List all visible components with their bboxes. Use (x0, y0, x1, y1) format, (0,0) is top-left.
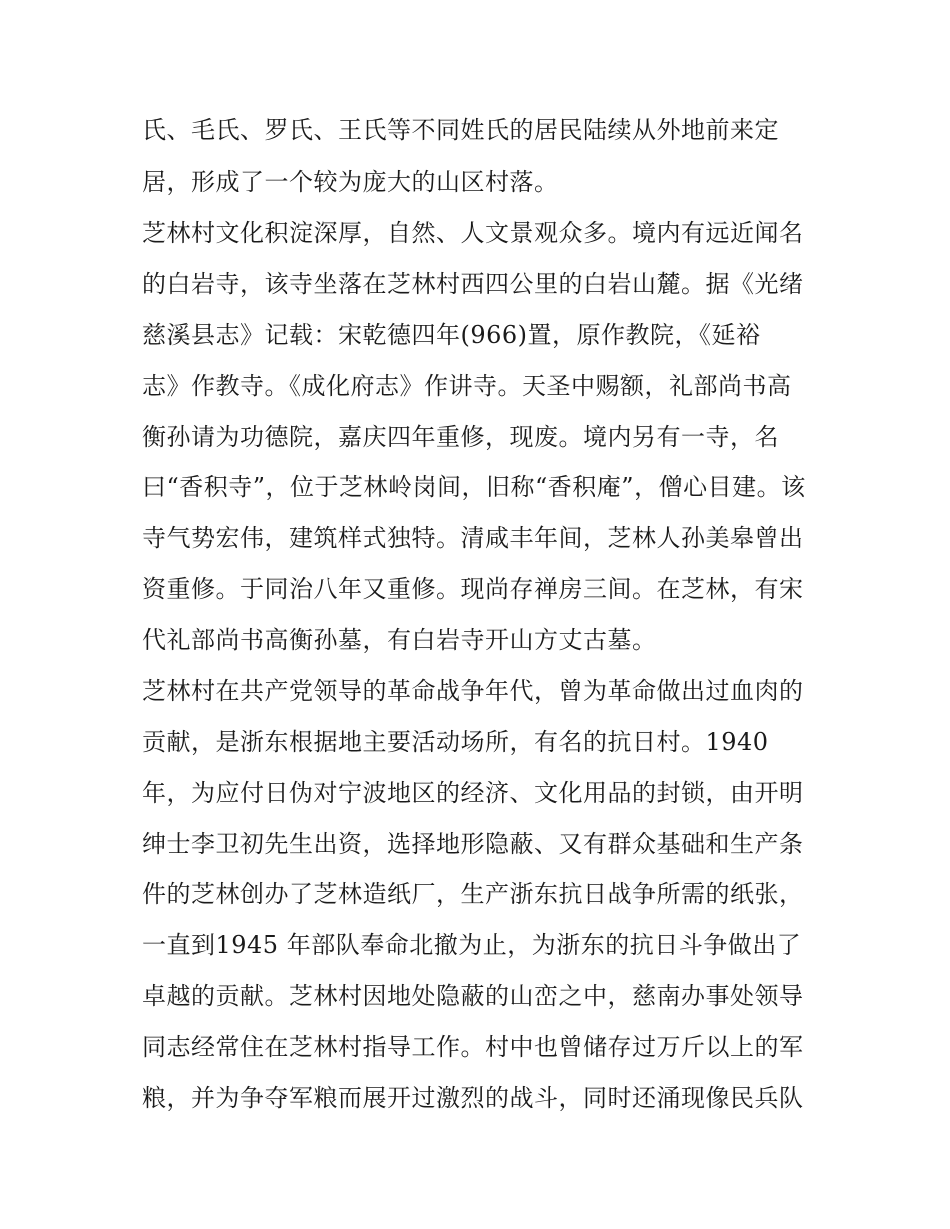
text-line: 同志经常住在芝林村指导工作。村中也曾储存过万斤以上的军 (142, 1033, 804, 1061)
text-line: 慈溪县志》记载：宋乾德四年(966)置，原作教院，《延裕 (142, 321, 761, 349)
text-line: 绅士李卫初先生出资，选择地形隐蔽、又有群众基础和生产条 (142, 830, 804, 858)
text-line: 芝林村在共产党领导的革命战争年代，曾为革命做出过血肉的 (142, 677, 804, 705)
text-line: 芝林村文化积淀深厚，自然、人文景观众多。境内有远近闻名 (142, 219, 804, 247)
text-line: 资重修。于同治八年又重修。现尚存禅房三间。在芝林，有宋 (142, 575, 804, 603)
text-line: 曰“香积寺”，位于芝林岭岗间，旧称“香积庵”，僧心目建。该 (142, 473, 806, 501)
text-line: 一直到1945 年部队奉命北撤为止，为浙东的抗日斗争做出了 (142, 931, 802, 959)
text-line: 件的芝林创办了芝林造纸厂，生产浙东抗日战争所需的纸张， (142, 880, 804, 908)
text-line: 代礼部尚书高衡孙墓，有白岩寺开山方丈古墓。 (142, 626, 657, 654)
text-line: 志》作教寺。《成化府志》作讲寺。天圣中赐额，礼部尚书高 (142, 372, 792, 400)
text-line: 的白岩寺，该寺坐落在芝林村西四公里的白岩山麓。据《光绪 (142, 270, 804, 298)
text-line: 卓越的贡献。芝林村因地处隐蔽的山峦之中，慈南办事处领导 (142, 982, 804, 1010)
text-line: 氏、毛氏、罗氏、王氏等不同姓氏的居民陆续从外地前来定 (142, 116, 779, 144)
text-line: 年，为应付日伪对宁波地区的经济、文化用品的封锁，由开明 (142, 779, 804, 807)
text-line: 粮，并为争夺军粮而展开过激烈的战斗，同时还涌现像民兵队 (142, 1084, 804, 1112)
text-line: 衡孙请为功德院，嘉庆四年重修，现废。境内另有一寺，名 (142, 423, 779, 451)
text-line: 贡献，是浙东根据地主要活动场所，有名的抗日村。1940 (142, 728, 769, 756)
text-line: 寺气势宏伟，建筑样式独特。清咸丰年间，芝林人孙美皋曾出 (142, 524, 804, 552)
text-line: 居，形成了一个较为庞大的山区村落。 (142, 168, 559, 196)
